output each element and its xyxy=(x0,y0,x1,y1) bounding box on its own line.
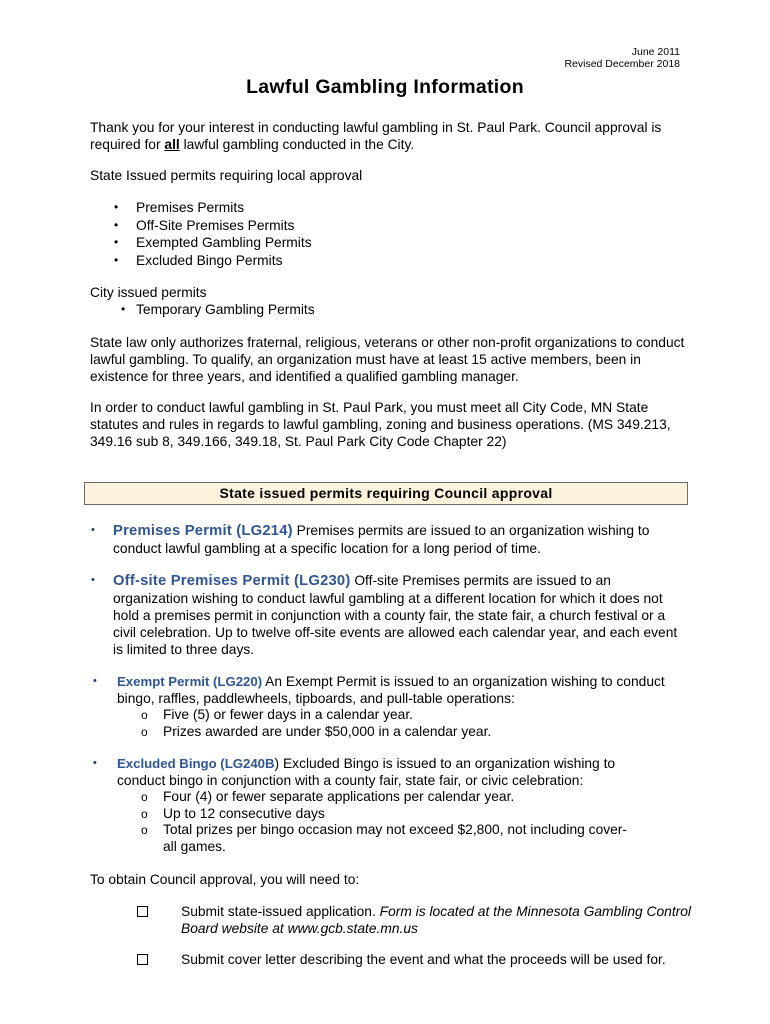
eligibility-paragraph: State law only authorizes fraternal, religious, veterans or other non-profit organizations to conduct lawful gambling. To qualify, an organization must have at least 15 active members, been in existence for three years, and identified a qualified gambling manager. xyxy=(90,335,685,384)
permit-name: Excluded Bingo (LG240B xyxy=(117,756,275,771)
permit-description: ) Excluded Bingo is issued to an organization wishing to conduct bingo in conjunction with a county fair, state fair, or civic celebration: xyxy=(117,756,616,788)
city-permits-heading: City issued permits xyxy=(90,285,207,300)
list-item: • Excluded Bingo Permits xyxy=(114,252,283,268)
section-heading: State issued permits requiring Council approval xyxy=(84,482,688,505)
checkbox-icon[interactable] xyxy=(137,906,148,917)
list-item: • Exempted Gambling Permits xyxy=(114,235,312,250)
step-text: Submit cover letter describing the event and what the proceeds will be used for. xyxy=(181,952,666,967)
circle-bullet-icon: o xyxy=(141,823,148,837)
intro-text-b: lawful gambling conducted in the City. xyxy=(179,137,415,152)
bullet-icon: • xyxy=(114,217,119,232)
sub-item: o Total prizes per bingo occasion may not exceed $2,800, not including cover-all games. xyxy=(141,822,628,854)
revision-dates xyxy=(564,46,680,70)
list-item: • Off-Site Premises Permits xyxy=(114,217,295,233)
permit-offsite xyxy=(91,572,688,658)
city-permits-list xyxy=(121,301,636,319)
circle-bullet-icon: o xyxy=(141,790,148,804)
checklist-item-cover-letter[interactable] xyxy=(137,951,697,968)
permit-name: Premises Permit (LG214) xyxy=(113,523,293,539)
bullet-icon: • xyxy=(91,574,95,586)
sub-item: o Up to 12 consecutive days xyxy=(141,805,325,821)
permit-description: Premises permits are issued to an organization wishing to conduct lawful gambling at a specific location for a long period of time. xyxy=(113,523,650,556)
permit-excluded-bingo xyxy=(93,755,647,855)
date-revised: Revised December 2018 xyxy=(564,58,680,70)
bullet-icon: • xyxy=(93,757,97,769)
page-title: Lawful Gambling Information xyxy=(246,76,524,98)
circle-bullet-icon: o xyxy=(141,724,148,739)
sub-item: o Four (4) or fewer separate applications per calendar year. xyxy=(141,789,515,804)
permit-description: An Exempt Permit is issued to an organization wishing to conduct bingo, raffles, paddlewheels, tipboards, and pull-table operations: xyxy=(117,674,665,706)
step-text: Submit state-issued application. xyxy=(181,904,380,919)
circle-bullet-icon: o xyxy=(141,708,148,722)
bullet-icon: • xyxy=(114,200,119,214)
step-note: Form is located at the Minnesota Gambling Control Board website at www.gcb.state.mn.us xyxy=(181,904,691,936)
bullet-icon: • xyxy=(114,252,119,267)
bullet-icon: • xyxy=(91,524,95,536)
sub-item: o Five (5) or fewer days in a calendar year. xyxy=(141,707,413,722)
permit-exempt xyxy=(93,673,687,740)
sub-item: o Prizes awarded are under $50,000 in a calendar year. xyxy=(141,723,492,739)
council-heading: To obtain Council approval, you will need to: xyxy=(90,872,360,887)
requirements-paragraph: In order to conduct lawful gambling in St. Paul Park, you must meet all City Code, MN State statutes and rules in regards to lawful gambling, zoning and business operations. (MS 349.213, 349.16 sub 8, 349.166, 349.18, St. Paul Park City Code Chapter 22) xyxy=(90,400,671,449)
bullet-icon: • xyxy=(114,235,119,249)
bullet-icon: • xyxy=(121,302,126,316)
intro-paragraph xyxy=(90,119,690,153)
state-permits-heading: State Issued permits requiring local approval xyxy=(90,168,363,183)
permit-name: Exempt Permit (LG220) xyxy=(117,674,263,689)
permit-name: Off-site Premises Permit (LG230) xyxy=(113,573,351,589)
bullet-icon: • xyxy=(93,675,97,687)
date-original: June 2011 xyxy=(631,46,680,58)
checkbox-icon[interactable] xyxy=(137,954,148,965)
list-item: • Premises Permits xyxy=(114,200,245,215)
circle-bullet-icon: o xyxy=(141,806,148,821)
checklist-item-application[interactable] xyxy=(137,903,697,937)
state-permits-list xyxy=(114,199,636,269)
intro-text-a: Thank you for your interest in conducting lawful gambling in St. Paul Park. Council approval is required for xyxy=(90,120,662,152)
list-item: • Temporary Gambling Permits xyxy=(121,302,315,317)
permit-description: Off-site Premises permits are issued to an organization wishing to conduct lawful gambling at a different location for which it does not hold a premises permit in conjunction with a county fair, the state fair, a church festival or a civil celebration. Up to twelve off-site events are allowed each calendar year, and each event is limited to three days. xyxy=(113,573,678,657)
intro-emphasis: all xyxy=(164,137,180,152)
permit-premises xyxy=(91,522,688,557)
